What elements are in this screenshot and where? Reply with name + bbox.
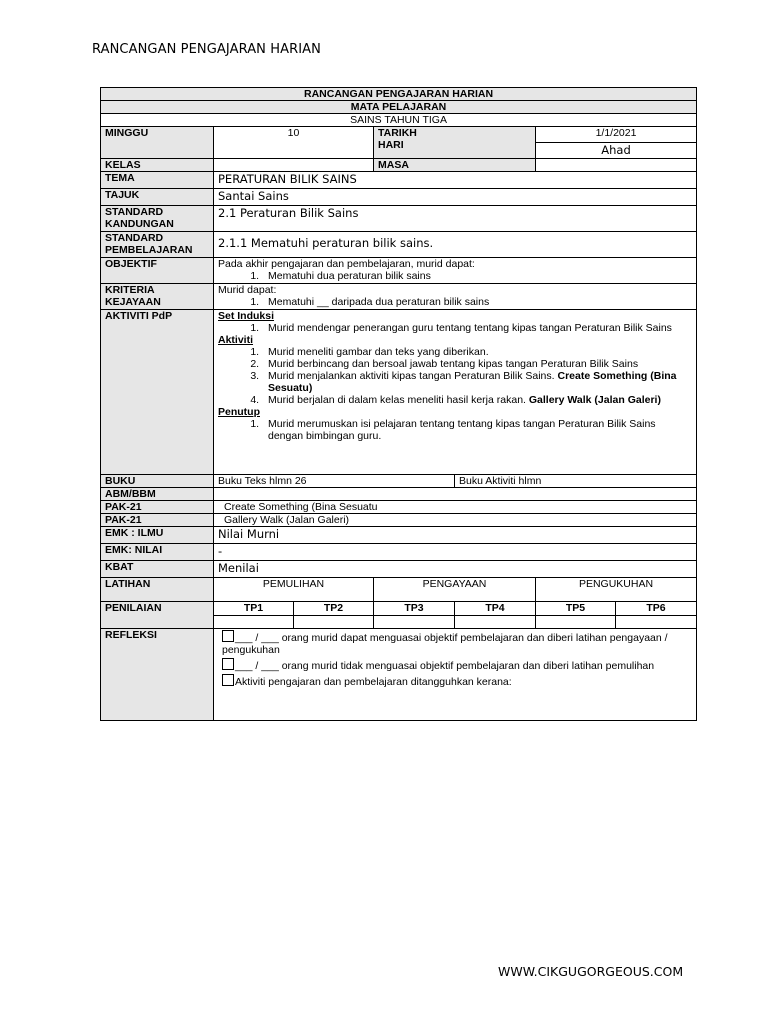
tp2-header: TP2 bbox=[294, 602, 374, 616]
kriteria-item: 1. Mematuhi __ daripada dua peraturan bilik sains bbox=[262, 296, 692, 308]
aktiviti-label: AKTIVITI PdP bbox=[101, 310, 214, 475]
tp1-cell bbox=[214, 616, 294, 629]
tp5-header: TP5 bbox=[536, 602, 616, 616]
refleksi-line-1 bbox=[222, 630, 692, 656]
refleksi-label: REFLEKSI bbox=[101, 629, 214, 721]
subject-value: SAINS TAHUN TIGA bbox=[101, 114, 697, 127]
hari-label: HARI bbox=[378, 139, 404, 151]
abm-label: ABM/BBM bbox=[101, 488, 214, 501]
tp5-cell bbox=[536, 616, 616, 629]
pak21-value-2: Gallery Walk (Jalan Galeri) bbox=[214, 514, 697, 527]
aktiviti-item-2: 2. Murid berbincang dan bersoal jawab tentang kipas tangan Peraturan Bilik Sains bbox=[262, 358, 692, 370]
emk-ilmu-label: EMK : ILMU bbox=[101, 527, 214, 544]
sk-label: STANDARD KANDUNGAN bbox=[101, 206, 214, 232]
aktiviti-item-1: 1. Murid meneliti gambar dan teks yang diberikan. bbox=[262, 346, 692, 358]
refleksi-cell bbox=[214, 629, 697, 721]
tp1-header: TP1 bbox=[214, 602, 294, 616]
kriteria-intro: Murid dapat: bbox=[218, 284, 277, 296]
aktiviti-item-3-bold: Create Something (Bina Sesuatu) bbox=[268, 370, 677, 394]
tajuk-label: TAJUK bbox=[101, 189, 214, 206]
tema-label: TEMA bbox=[101, 172, 214, 189]
tp2-cell bbox=[294, 616, 374, 629]
tp6-header: TP6 bbox=[616, 602, 697, 616]
tp6-cell bbox=[616, 616, 697, 629]
penilaian-label: PENILAIAN bbox=[101, 602, 214, 629]
refleksi-line-3 bbox=[222, 674, 692, 688]
emk-nilai-label: EMK: NILAI bbox=[101, 544, 214, 561]
table-title: RANCANGAN PENGAJARAN HARIAN bbox=[101, 88, 697, 101]
aktiviti-item-4-text: Murid berjalan di dalam kelas meneliti hasil kerja rakan. bbox=[268, 394, 526, 406]
set-induksi-heading: Set Induksi bbox=[218, 310, 275, 322]
latihan-pemulihan: PEMULIHAN bbox=[214, 578, 374, 602]
tarikh-hari-label bbox=[374, 127, 536, 159]
aktiviti-heading: Aktiviti bbox=[218, 334, 254, 346]
aktiviti-cell bbox=[214, 310, 697, 475]
latihan-pengayaan: PENGAYAAN bbox=[374, 578, 536, 602]
checkbox-icon bbox=[222, 658, 234, 670]
tajuk-value: Santai Sains bbox=[214, 189, 697, 206]
minggu-value: 10 bbox=[214, 127, 374, 159]
page-footer: WWW.CIKGUGORGEOUS.COM bbox=[498, 964, 684, 979]
tarikh-value: 1/1/2021 bbox=[536, 127, 697, 143]
buku-aktiviti: Buku Aktiviti hlmn bbox=[455, 475, 697, 488]
kbat-value: Menilai bbox=[214, 561, 697, 578]
penutup-heading: Penutup bbox=[218, 406, 260, 418]
refleksi-line-1-text: ___ / ___ orang murid dapat menguasai objektif pembelajaran dan diberi latihan pengayaan / pengukuhan bbox=[222, 632, 668, 656]
set-induksi-item: 1. Murid mendengar penerangan guru tentang tentang kipas tangan Peraturan Bilik Sains bbox=[262, 322, 692, 334]
tp3-cell bbox=[374, 616, 455, 629]
buku-label: BUKU bbox=[101, 475, 214, 488]
kriteria-label: KRITERIA KEJAYAAN bbox=[101, 284, 214, 310]
masa-value bbox=[536, 159, 697, 172]
latihan-label: LATIHAN bbox=[101, 578, 214, 602]
tarikh-label: TARIKH bbox=[378, 127, 417, 139]
pak21-label-2: PAK-21 bbox=[101, 514, 214, 527]
masa-label: MASA bbox=[374, 159, 536, 172]
minggu-label: MINGGU bbox=[101, 127, 214, 159]
aktiviti-item-3 bbox=[262, 370, 692, 394]
latihan-pengukuhan: PENGUKUHAN bbox=[536, 578, 697, 602]
emk-nilai-value: - bbox=[214, 544, 697, 561]
tp3-header: TP3 bbox=[374, 602, 455, 616]
checkbox-icon bbox=[222, 674, 234, 686]
abm-value bbox=[214, 488, 697, 501]
objektif-cell bbox=[214, 258, 697, 284]
tema-value: PERATURAN BILIK SAINS bbox=[214, 172, 697, 189]
hari-value: Ahad bbox=[536, 143, 697, 159]
objektif-item: 1. Mematuhi dua peraturan bilik sains bbox=[262, 270, 692, 282]
pak21-label-1: PAK-21 bbox=[101, 501, 214, 514]
aktiviti-item-4 bbox=[262, 394, 692, 406]
aktiviti-item-4-bold: Gallery Walk (Jalan Galeri) bbox=[528, 394, 661, 406]
buku-teks: Buku Teks hlmn 26 bbox=[214, 475, 455, 488]
lesson-plan-table bbox=[100, 87, 697, 721]
objektif-intro: Pada akhir pengajaran dan pembelajaran, murid dapat: bbox=[218, 258, 475, 270]
kbat-label: KBAT bbox=[101, 561, 214, 578]
penutup-item: 1. Murid merumuskan isi pelajaran tentang tentang kipas tangan Peraturan Bilik Sains dengan bimbingan guru. bbox=[262, 418, 692, 442]
objektif-label: OBJEKTIF bbox=[101, 258, 214, 284]
tp4-header: TP4 bbox=[455, 602, 536, 616]
emk-ilmu-value: Nilai Murni bbox=[214, 527, 697, 544]
kelas-label: KELAS bbox=[101, 159, 214, 172]
aktiviti-item-3-text: Murid menjalankan aktiviti kipas tangan Peraturan Bilik Sains. bbox=[268, 370, 555, 382]
refleksi-line-2 bbox=[222, 658, 692, 672]
sk-value: 2.1 Peraturan Bilik Sains bbox=[214, 206, 697, 232]
tp4-cell bbox=[455, 616, 536, 629]
page-header: RANCANGAN PENGAJARAN HARIAN bbox=[92, 42, 321, 57]
sp-value: 2.1.1 Mematuhi peraturan bilik sains. bbox=[214, 232, 697, 258]
subject-label: MATA PELAJARAN bbox=[101, 101, 697, 114]
kriteria-cell bbox=[214, 284, 697, 310]
sp-label: STANDARD PEMBELAJARAN bbox=[101, 232, 214, 258]
kelas-value bbox=[214, 159, 374, 172]
refleksi-line-2-text: ___ / ___ orang murid tidak menguasai objektif pembelajaran dan diberi latihan pemulihan bbox=[235, 660, 655, 672]
pak21-value-1: Create Something (Bina Sesuatu bbox=[214, 501, 697, 514]
checkbox-icon bbox=[222, 630, 234, 642]
refleksi-line-3-text: Aktiviti pengajaran dan pembelajaran ditangguhkan kerana: bbox=[235, 676, 512, 688]
